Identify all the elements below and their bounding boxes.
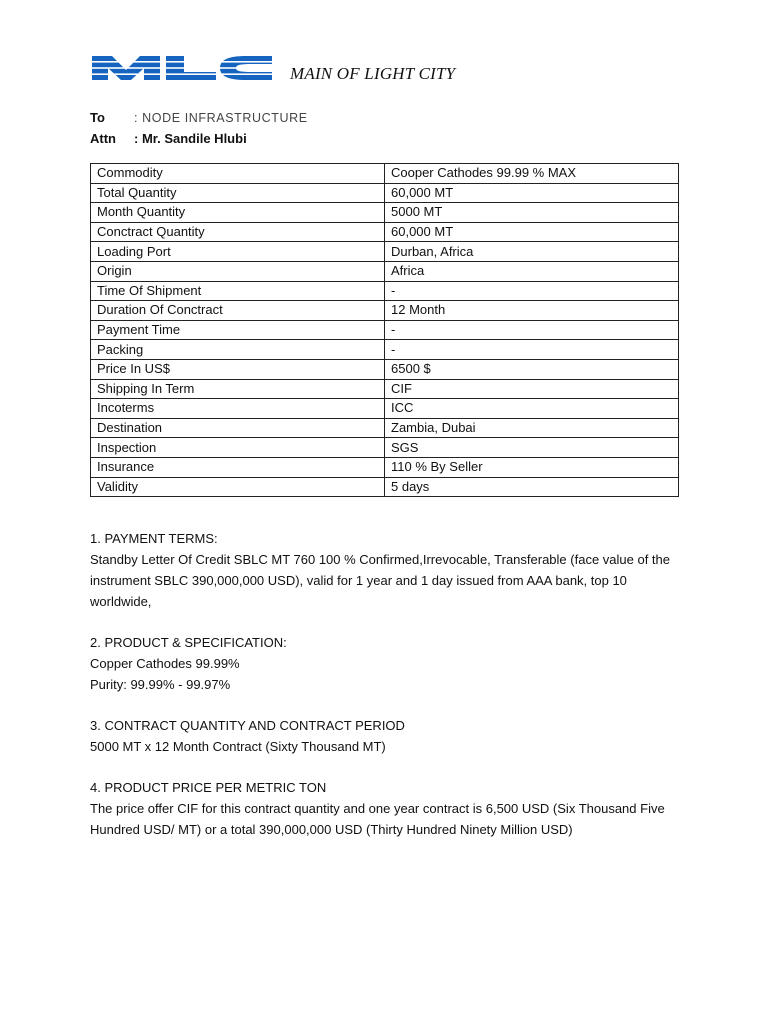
table-row	[91, 261, 679, 281]
section-title: 2. PRODUCT & SPECIFICATION:	[90, 635, 287, 650]
spec-value: SGS	[385, 438, 679, 458]
spec-value: ICC	[385, 399, 679, 419]
to-label: To	[90, 110, 105, 125]
spec-value: Cooper Cathodes 99.99 % MAX	[385, 164, 679, 184]
spec-value: -	[385, 281, 679, 301]
spec-key: Loading Port	[91, 242, 385, 262]
payment-terms-section	[90, 528, 682, 612]
table-row	[91, 222, 679, 242]
spec-key: Insurance	[91, 457, 385, 477]
spec-key: Packing	[91, 340, 385, 360]
spec-value: -	[385, 340, 679, 360]
spec-key: Payment Time	[91, 320, 385, 340]
spec-key: Month Quantity	[91, 203, 385, 223]
spec-value: 60,000 MT	[385, 183, 679, 203]
table-row	[91, 438, 679, 458]
spec-key: Destination	[91, 418, 385, 438]
spec-value: 110 % By Seller	[385, 457, 679, 477]
spec-value: CIF	[385, 379, 679, 399]
spec-value: Zambia, Dubai	[385, 418, 679, 438]
product-spec-section	[90, 632, 682, 695]
spec-key: Duration Of Conctract	[91, 301, 385, 321]
spec-value: 5000 MT	[385, 203, 679, 223]
spec-key: Commodity	[91, 164, 385, 184]
table-row	[91, 418, 679, 438]
spec-key: Conctract Quantity	[91, 222, 385, 242]
spec-value: Africa	[385, 261, 679, 281]
table-row	[91, 477, 679, 497]
contract-quantity-section	[90, 715, 682, 757]
spec-value: 6500 $	[385, 359, 679, 379]
attn-value: : Mr. Sandile Hlubi	[134, 131, 247, 146]
table-row	[91, 164, 679, 184]
table-row	[91, 183, 679, 203]
spec-key: Origin	[91, 261, 385, 281]
table-row	[91, 399, 679, 419]
spec-key: Total Quantity	[91, 183, 385, 203]
terms-sections	[90, 528, 682, 860]
table-row	[91, 242, 679, 262]
product-price-section	[90, 777, 682, 840]
section-line: Copper Cathodes 99.99%	[90, 656, 240, 671]
attn-label: Attn	[90, 131, 116, 146]
spec-key: Inspection	[91, 438, 385, 458]
spec-value: Durban, Africa	[385, 242, 679, 262]
table-row	[91, 281, 679, 301]
spec-key: Incoterms	[91, 399, 385, 419]
table-row	[91, 340, 679, 360]
spec-value: 12 Month	[385, 301, 679, 321]
mlc-logo	[90, 52, 274, 84]
spec-key: Validity	[91, 477, 385, 497]
section-line: Purity: 99.99% - 99.97%	[90, 677, 231, 692]
table-row	[91, 379, 679, 399]
section-title: 1. PAYMENT TERMS:	[90, 531, 218, 546]
section-body: Standby Letter Of Credit SBLC MT 760 100 % Confirmed,Irrevocable, Transferable (face value of the instrument SBLC 390,000,000 USD), valid for 1 year and 1 day issued from AAA bank, top 10 worldwide,	[90, 552, 670, 609]
specification-table	[90, 163, 679, 497]
to-line	[90, 110, 308, 126]
spec-value: -	[385, 320, 679, 340]
section-title: 3. CONTRACT QUANTITY AND CONTRACT PERIOD	[90, 718, 405, 733]
to-value: : NODE INFRASTRUCTURE	[134, 111, 308, 125]
section-title: 4. PRODUCT PRICE PER METRIC TON	[90, 780, 327, 795]
table-row	[91, 301, 679, 321]
table-row	[91, 359, 679, 379]
spec-key: Time Of Shipment	[91, 281, 385, 301]
attn-line	[90, 131, 247, 147]
spec-key: Price In US$	[91, 359, 385, 379]
spec-key: Shipping In Term	[91, 379, 385, 399]
table-row	[91, 203, 679, 223]
table-row	[91, 320, 679, 340]
company-name: MAIN OF LIGHT CITY	[290, 64, 456, 83]
spec-value: 5 days	[385, 477, 679, 497]
spec-value: 60,000 MT	[385, 222, 679, 242]
section-body: 5000 MT x 12 Month Contract (Sixty Thousand MT)	[90, 739, 386, 754]
table-row	[91, 457, 679, 477]
section-body: The price offer CIF for this contract quantity and one year contract is 6,500 USD (Six Thousand Five Hundred USD/ MT) or a total 390,000,000 USD (Thirty Hundred Ninety Million USD)	[90, 801, 665, 837]
